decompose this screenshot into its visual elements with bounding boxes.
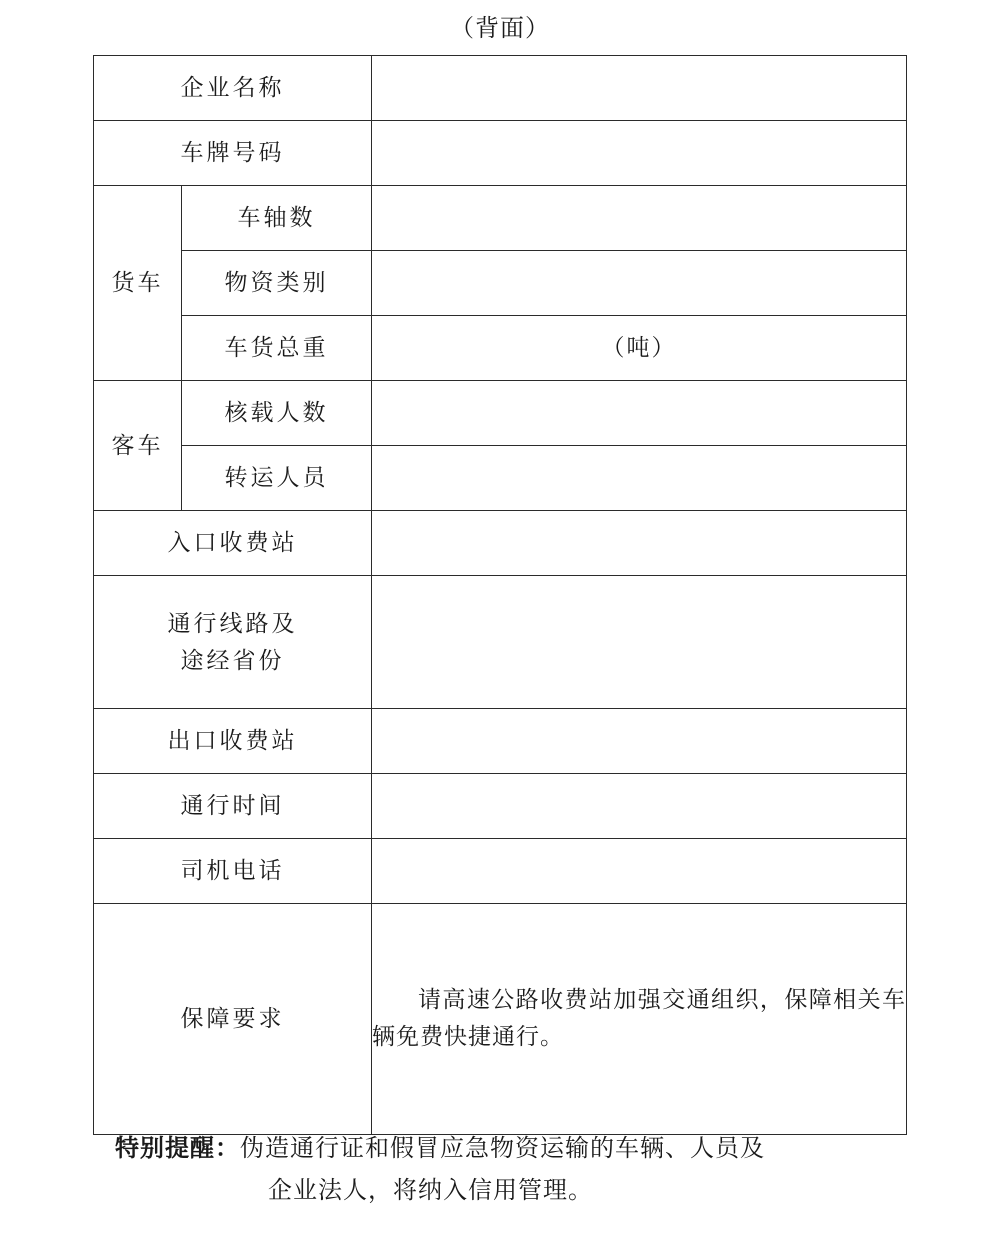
row-value-total-weight[interactable]: （吨） [372,316,907,381]
table-row [94,316,907,381]
row-value-company-name[interactable] [372,56,907,121]
row-value-support-requirements[interactable] [372,904,907,1135]
row-label-plate-number: 车牌号码 [94,121,372,186]
footer-note-line-2: 企业法人，将纳入信用管理。 [268,1178,593,1204]
row-label-travel-time: 通行时间 [94,774,372,839]
table-row [94,511,907,576]
page-heading: （背面） [450,16,550,42]
row-label-route-and-provinces [94,576,372,709]
footer-note-line-1 [93,1128,906,1170]
row-label-exit-tollgate: 出口收费站 [94,709,372,774]
row-value-driver-phone[interactable] [372,839,907,904]
route-label-line-1: 通行线路及 [167,610,298,636]
pass-permit-table [93,55,907,1135]
row-value-transferred-persons[interactable] [372,446,907,511]
route-label-line-2: 途经省份 [180,648,285,673]
row-label-driver-phone: 司机电话 [94,839,372,904]
row-label-entry-tollgate: 入口收费站 [94,511,372,576]
row-value-exit-tollgate[interactable] [372,709,907,774]
table-row [94,186,907,251]
group-label-bus: 客车 [94,381,182,511]
row-value-travel-time[interactable] [372,774,907,839]
table-row [94,839,907,904]
table-row [94,709,907,774]
row-label-goods-category: 物资类别 [182,251,372,316]
row-value-seating-capacity[interactable] [372,381,907,446]
row-value-plate-number[interactable] [372,121,907,186]
footer-note-text-1: 伪造通行证和假冒应急物资运输的车辆、人员及 [240,1136,765,1162]
row-value-goods-category[interactable] [372,251,907,316]
table-row [94,446,907,511]
row-value-axle-count[interactable] [372,186,907,251]
row-label-company-name: 企业名称 [94,56,372,121]
table-row [94,56,907,121]
table-row [94,381,907,446]
table-row [94,121,907,186]
group-label-truck: 货车 [94,186,182,381]
table-row [94,576,907,709]
row-label-seating-capacity: 核载人数 [182,381,372,446]
table-row [94,251,907,316]
footer-note [93,1128,906,1212]
row-value-entry-tollgate[interactable] [372,511,907,576]
table-row [94,774,907,839]
row-value-route-and-provinces[interactable] [372,576,907,709]
row-label-total-weight: 车货总重 [182,316,372,381]
row-label-axle-count: 车轴数 [182,186,372,251]
footer-note-prefix: 特别提醒： [115,1136,240,1162]
support-requirements-text: 请高速公路收费站加强交通组织，保障相关车辆免费快捷通行。 [372,987,906,1049]
row-label-transferred-persons: 转运人员 [182,446,372,511]
row-label-support-requirements: 保障要求 [94,904,372,1135]
table-row [94,904,907,1135]
